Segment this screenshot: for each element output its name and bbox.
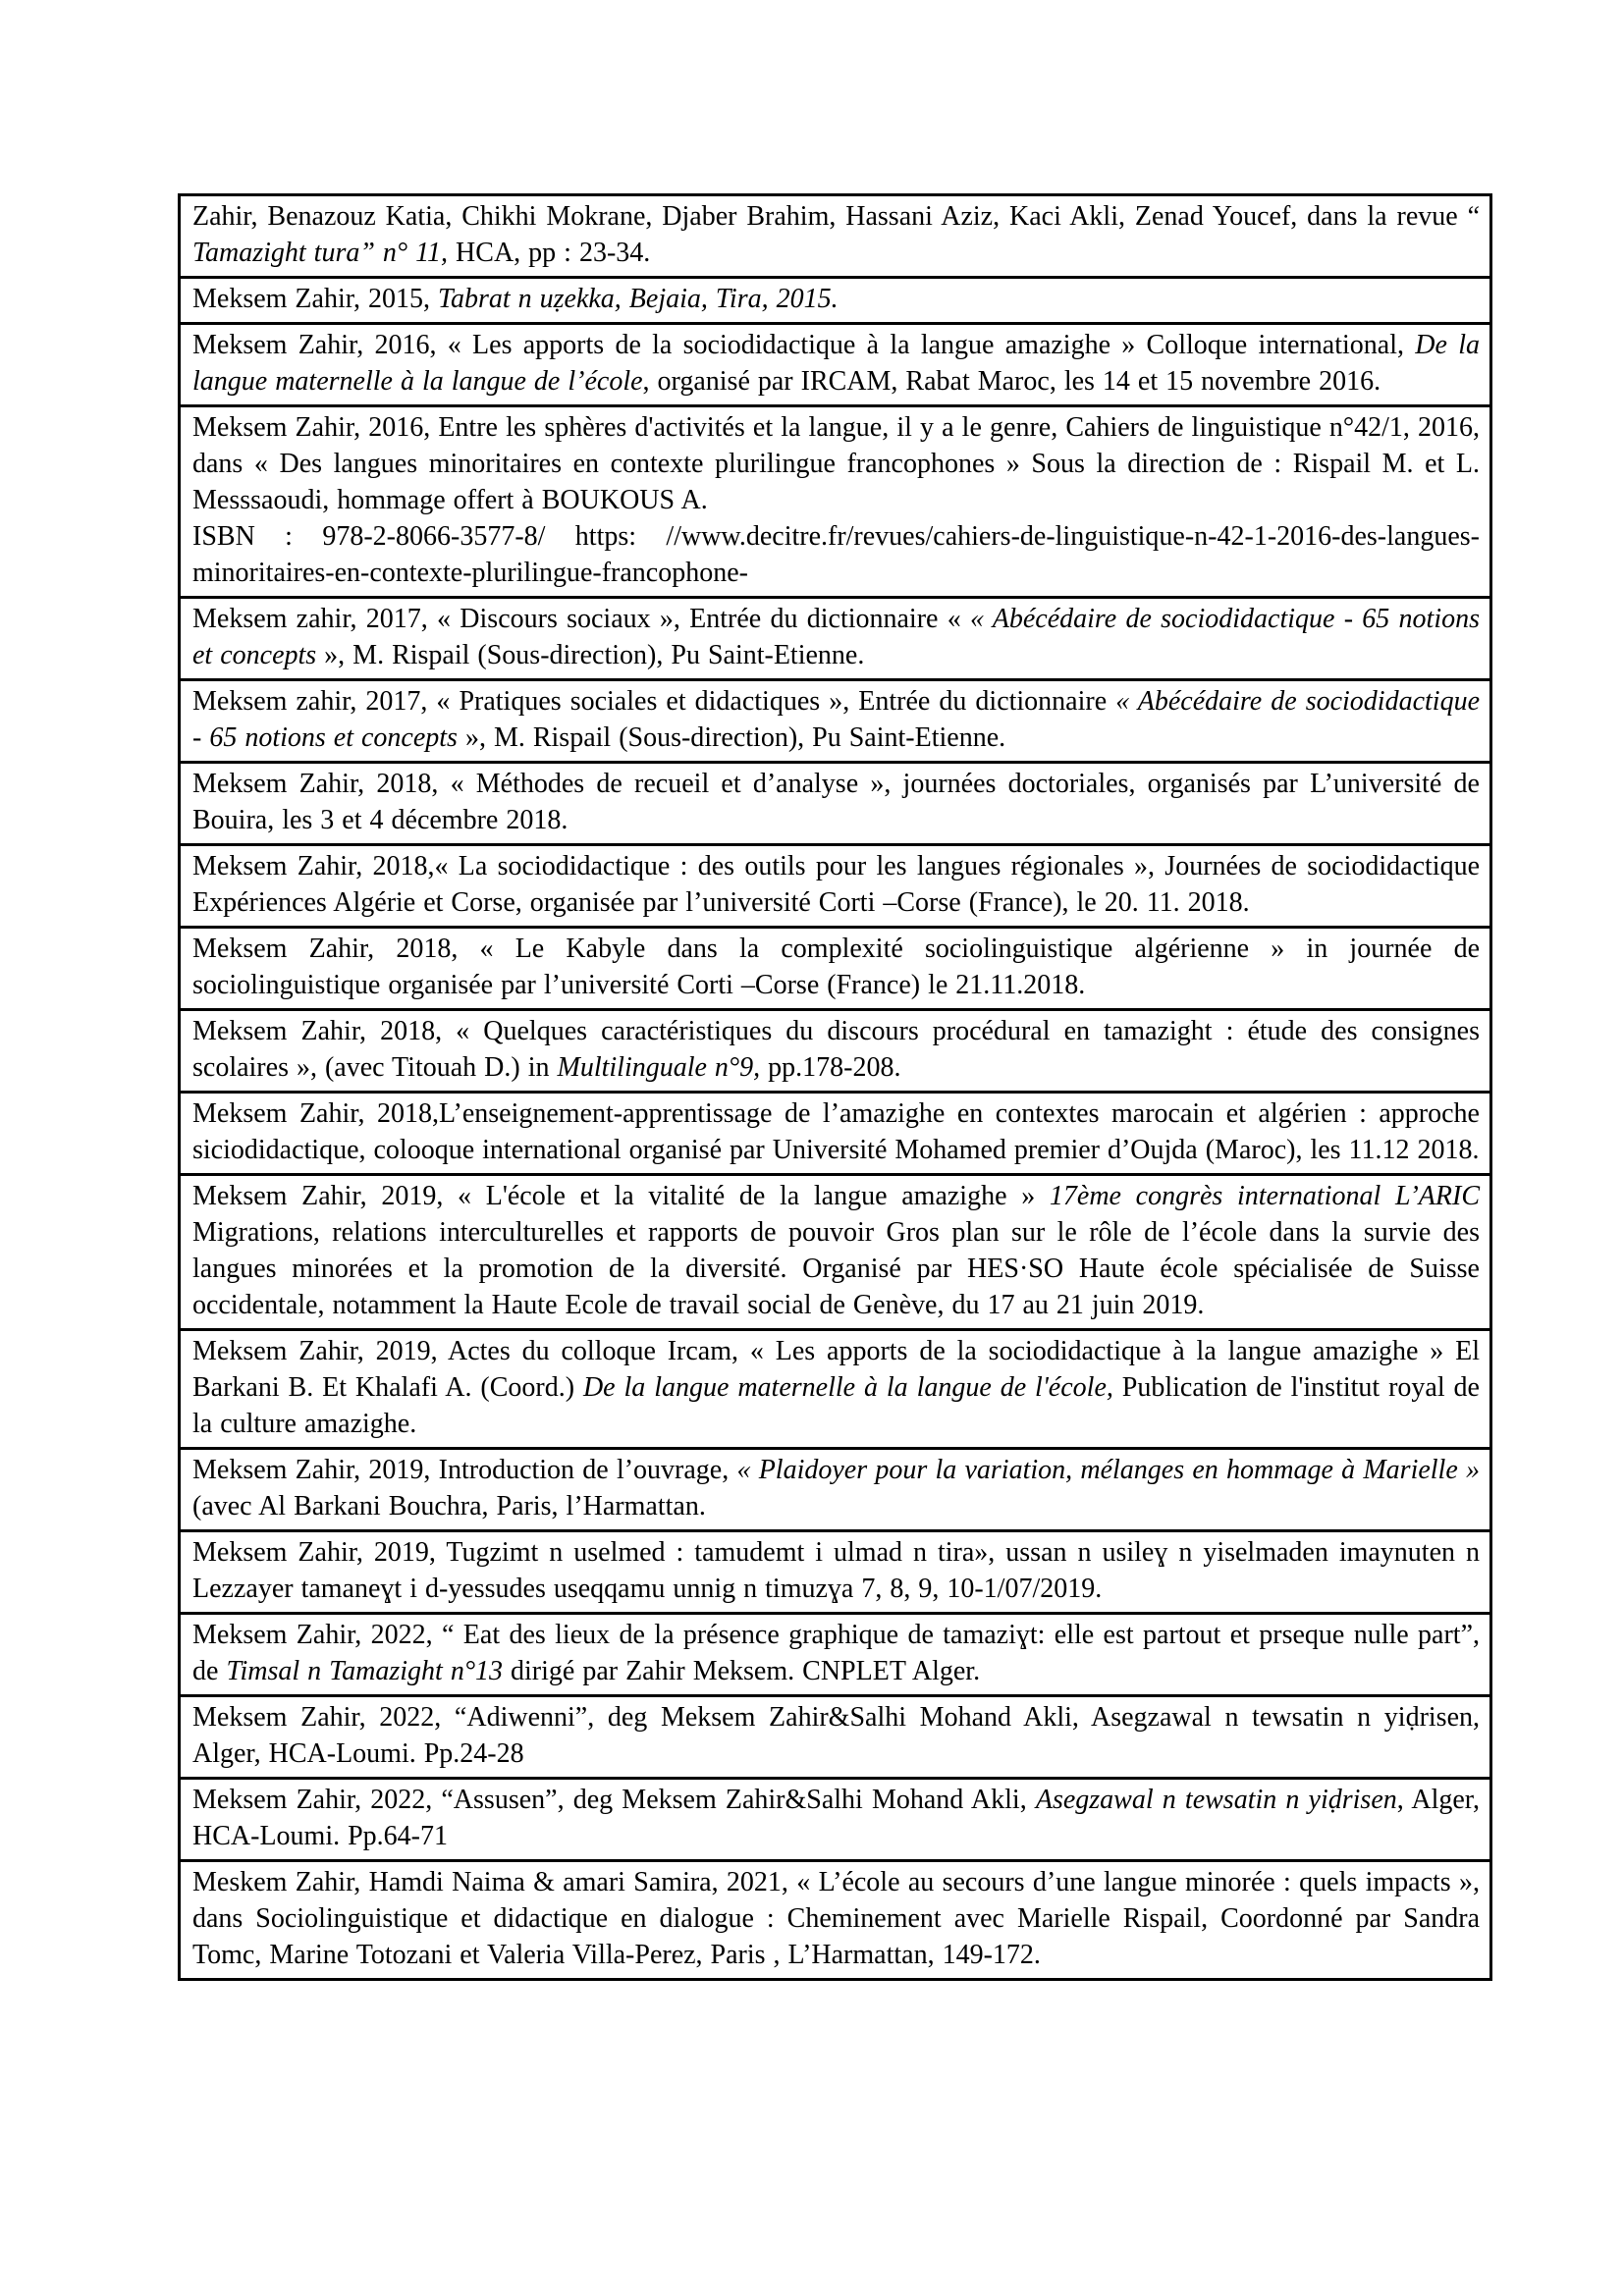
reference-segment: , Alger, HCA-Loumi. Pp.64-71 [192,1785,1480,1851]
reference-segment-italic: « Abécédaire de sociodidactique - 65 notions et concepts [192,686,1480,753]
reference-segment: Meksem Zahir, 2016, « Les apports de la sociodidactique à la langue amazighe » Colloque international, [192,330,1416,360]
reference-segment: Meksem zahir, 2017, « Discours sociaux », Entrée du dictionnaire « [192,604,970,634]
reference-paragraph [192,1782,1480,1854]
reference-paragraph [192,198,1480,271]
reference-row [181,1697,1489,1780]
reference-segment: Meskem Zahir, Hamdi Naima & amari Samira, 2021, « L’école au secours d’une langue minorée : quels impacts », dans Sociolinguistique et didactique en dialogue : Cheminement avec Marielle Rispail, Coordonné par Sandra Tomc, Marine Totozani et Valeria Villa-Perez, Paris , L’Harmattan, 149-172. [192,1867,1480,1970]
reference-paragraph [192,1178,1480,1323]
reference-segment: HCA, pp : 23-34. [448,238,651,268]
reference-paragraph [192,683,1480,756]
reference-paragraph [192,931,1480,1003]
reference-paragraph [192,848,1480,921]
reference-segment: Meksem Zahir, 2018, « Méthodes de recueil et d’analyse », journées doctoriales, organisés par L’université de Bouira, les 3 et 4 décembre 2018. [192,769,1480,835]
reference-segment: pp.178-208. [760,1052,901,1083]
reference-row [181,1331,1489,1450]
reference-segment-italic: 17ème congrès international L’ARIC [1049,1181,1481,1211]
reference-segment: Meksem Zahir, 2022, “ Eat des lieux de la présence graphique de tamaziɣt: elle est partout et prseque nulle part”, de [192,1620,1480,1686]
reference-paragraph [192,1333,1480,1442]
reference-segment-italic: De la langue maternelle à la langue de l'école, [582,1372,1113,1403]
reference-paragraph [192,1617,1480,1689]
reference-segment-italic: Multilinguale n°9, [557,1052,761,1083]
reference-segment-italic: « Abécédaire de sociodidactique - 65 notions et concepts [192,604,1480,670]
reference-paragraph [192,518,1480,591]
reference-segment: Meksem Zahir, 2022, “Assusen”, deg Meksem Zahir&Salhi Mohand Akli, [192,1785,1036,1815]
reference-segment: Meksem Zahir, 2018,L’enseignement-apprentissage de l’amazighe en contextes marocain et algérien : approche siciodidactique, colooque international organisé par Université Mohamed premier d’Oujda (Maroc), les 11.12 2018. [192,1098,1480,1165]
reference-row [181,1780,1489,1862]
reference-row [181,1862,1489,1978]
reference-segment: Zahir, Benazouz Katia, Chikhi Mokrane, Djaber Brahim, Hassani Aziz, Kaci Akli, Zenad Youcef, dans la revue “ [192,201,1480,232]
reference-row [181,1532,1489,1615]
reference-paragraph [192,327,1480,400]
reference-segment: Meksem Zahir, 2018,« La sociodidactique : des outils pour les langues régionales », Journées de sociodidactique Expériences Algérie et Corse, organisée par l’université Corti –Corse (France), le 20. 11. 2018. [192,851,1480,918]
reference-row [181,279,1489,325]
reference-paragraph [192,1013,1480,1086]
reference-segment: », M. Rispail (Sous-direction), Pu Saint-Etienne. [316,640,865,670]
reference-paragraph [192,1095,1480,1168]
reference-row [181,1176,1489,1331]
reference-row [181,1450,1489,1532]
reference-segment-italic: Asegzawal n tewsatin n yiḍrisen [1035,1785,1397,1815]
reference-paragraph [192,601,1480,673]
reference-row [181,681,1489,764]
reference-paragraph [192,1534,1480,1607]
reference-segment-italic: Tamazight tura” n° 11, [192,238,449,268]
reference-row [181,599,1489,681]
reference-segment: Meksem Zahir, 2015, [192,284,438,314]
reference-segment-italic: De la langue maternelle à la langue de l’école [192,330,1480,397]
references-table [178,193,1492,1981]
reference-segment: Meksem Zahir, 2016, Entre les sphères d'activités et la langue, il y a le genre, Cahiers de linguistique n°42/1, 2016, dans « Des langues minoritaires en contexte plurilingue francophones » Sous la direction de : Rispail M. et L. Messsaoudi, hommage offert à BOUKOUS A. [192,412,1480,515]
reference-segment: Meksem Zahir, 2018, « Le Kabyle dans la complexité sociolinguistique algérienne » in journée de sociolinguistique organisée par l’université Corti –Corse (France) le 21.11.2018. [192,934,1480,1000]
reference-paragraph [192,281,1480,317]
reference-paragraph [192,1699,1480,1772]
reference-segment: Meksem Zahir, 2019, Introduction de l’ouvrage, [192,1455,737,1485]
reference-segment: Meksem Zahir, 2019, Actes du colloque Ircam, « Les apports de la sociodidactique à la langue amazighe » El Barkani B. Et Khalafi A. (Coord.) [192,1336,1480,1403]
reference-segment: Publication de l'institut royal de la culture amazighe. [192,1372,1480,1439]
reference-segment-italic: Timsal n Tamazight n°13 [226,1656,504,1686]
reference-row [181,764,1489,846]
reference-row [181,929,1489,1011]
reference-segment: Meksem Zahir, 2019, Tugzimt n uselmed : tamudemt i ulmad n tira», ussan n usileɣ n yiselmaden imaynuten n Lezzayer tamaneɣt i d-yessudes useqqamu unnig n timuzɣa 7, 8, 9, 10-1/07/2019. [192,1537,1480,1604]
reference-segment: (avec Al Barkani Bouchra, Paris, l’Harmattan. [192,1491,706,1522]
reference-segment: , organisé par IRCAM, Rabat Maroc, les 14 et 15 novembre 2016. [642,366,1381,397]
reference-segment: Meksem Zahir, 2018, « Quelques caractéristiques du discours procédural en tamazight : étude des consignes scolaires », (avec Titouah D.) in [192,1016,1480,1083]
reference-paragraph [192,766,1480,838]
reference-segment-italic: « Plaidoyer pour la variation, mélanges en hommage à Marielle » [736,1455,1480,1485]
reference-row [181,1011,1489,1094]
reference-paragraph [192,1864,1480,1973]
reference-segment: Migrations, relations interculturelles et rapports de pouvoir Gros plan sur le rôle de l’école dans la survie des langues minorées et la promotion de la diversité. Organisé par HES·SO Haute école spécialisée de Suisse occidentale, notamment la Haute Ecole de travail social de Genève, du 17 au 21 juin 2019. [192,1217,1480,1320]
reference-segment: », M. Rispail (Sous-direction), Pu Saint-Etienne. [457,722,1006,753]
reference-row [181,196,1489,279]
reference-segment: Meksem Zahir, 2022, “Adiwenni”, deg Meksem Zahir&Salhi Mohand Akli, Asegzawal n tewsatin n yiḍrisen, Alger, HCA-Loumi. Pp.24-28 [192,1702,1480,1769]
reference-segment: ISBN : 978-2-8066-3577-8/ https: //www.decitre.fr/revues/cahiers-de-linguistique-n-42-1-2016-des-langues-minoritaires-en-contexte-plurilingue-francophone- [192,521,1480,588]
reference-segment: Meksem Zahir, 2019, « L'école et la vitalité de la langue amazighe » [192,1181,1050,1211]
reference-paragraph [192,1452,1480,1524]
reference-paragraph [192,409,1480,518]
reference-segment: Meksem zahir, 2017, « Pratiques sociales et didactiques », Entrée du dictionnaire [192,686,1116,717]
reference-row [181,1615,1489,1697]
reference-segment-italic: Tabrat n uẓekka, Bejaia, Tira, 2015. [437,284,839,314]
reference-row [181,846,1489,929]
reference-row [181,1094,1489,1176]
reference-segment: dirigé par Zahir Meksem. CNPLET Alger. [503,1656,981,1686]
reference-row [181,407,1489,599]
reference-row [181,325,1489,407]
